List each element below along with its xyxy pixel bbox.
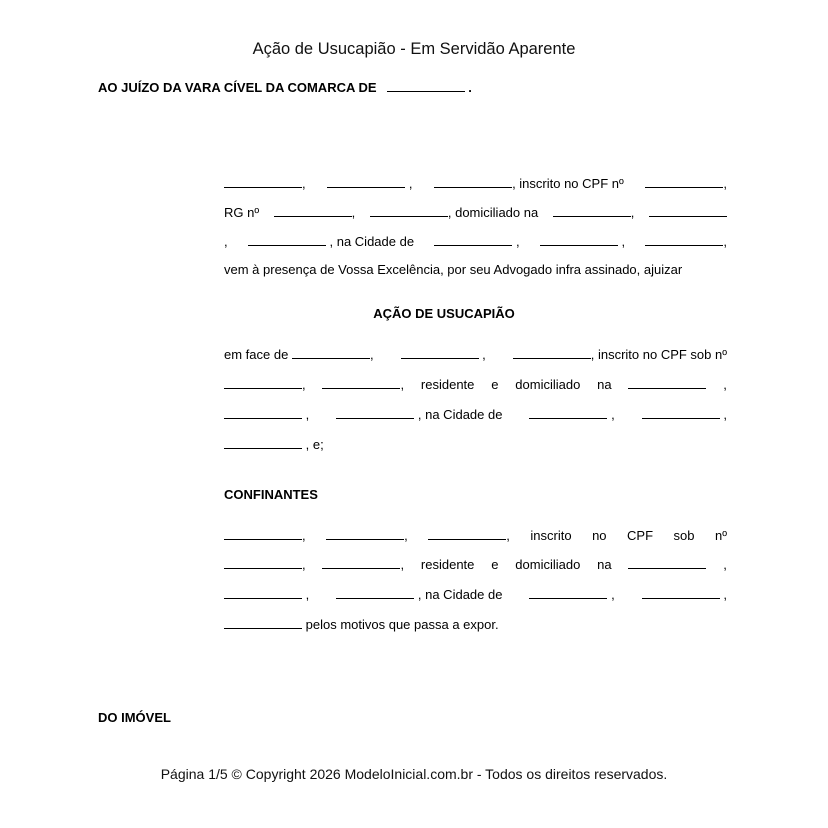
blank [292, 347, 370, 359]
text: nº [715, 528, 727, 543]
addressee-heading [98, 80, 472, 95]
text: inscrito [530, 528, 572, 543]
neighbors-line-2 [224, 557, 727, 573]
blank [628, 557, 706, 569]
text: na [597, 557, 612, 572]
text: , [723, 234, 727, 249]
blank [336, 587, 414, 599]
text: e [491, 377, 499, 392]
defendant-line-4 [224, 437, 727, 453]
action-heading: AÇÃO DE USUCAPIÃO [373, 306, 515, 321]
blank [553, 205, 631, 217]
text: , inscrito no CPF sob nº [590, 347, 727, 362]
blank [224, 528, 302, 540]
text: residente [420, 377, 475, 392]
text: , [302, 557, 306, 572]
text: , e; [305, 437, 324, 452]
neighbors-heading: CONFINANTES [224, 487, 318, 502]
blank [645, 234, 723, 246]
text: , [305, 587, 310, 602]
text: , [400, 377, 405, 392]
text: , na Cidade de [417, 407, 503, 422]
addressee-text: AO JUÍZO DA VARA CÍVEL DA COMARCA DE [98, 80, 377, 95]
blank [326, 528, 404, 540]
blank [540, 234, 618, 246]
addressee-end: . [468, 80, 472, 95]
text: em face de [224, 347, 289, 362]
document-title: Ação de Usucapião - Em Servidão Aparente [252, 40, 576, 58]
blank [224, 617, 302, 629]
defendant-line-3 [224, 407, 727, 423]
text: , [408, 176, 413, 191]
text: no [592, 528, 607, 543]
blank [434, 234, 512, 246]
text: vem à presença de Vossa Excelência, por seu Advogado infra assinado, ajuizar [224, 262, 683, 277]
text: , [302, 528, 306, 543]
blank [224, 407, 302, 419]
blank [428, 528, 506, 540]
text: na [597, 377, 612, 392]
text: CPF [627, 528, 654, 543]
blank [628, 377, 706, 389]
text: , [723, 557, 727, 572]
blank [224, 557, 302, 569]
text: , [369, 347, 374, 362]
text: , [723, 176, 727, 191]
blank [370, 205, 448, 217]
neighbors-line-4 [224, 617, 727, 633]
blank [224, 587, 302, 599]
text: , [400, 557, 405, 572]
text: , na Cidade de [417, 587, 503, 602]
text: , [506, 528, 510, 543]
blank [224, 437, 302, 449]
text: residente [420, 557, 475, 572]
neighbors-line-1 [224, 528, 727, 544]
text: , inscrito no CPF nº [512, 176, 624, 191]
blank [642, 407, 720, 419]
rg-label: RG nº [224, 205, 260, 220]
blank [401, 347, 479, 359]
text: , [404, 528, 408, 543]
text: sob [673, 528, 695, 543]
text: e [491, 557, 499, 572]
blank [248, 234, 326, 246]
blank [645, 176, 723, 188]
blank [642, 587, 720, 599]
defendant-line-2 [224, 377, 727, 393]
text: pelos motivos que passa a expor. [305, 617, 499, 632]
text: , [723, 407, 727, 422]
text: , [482, 347, 486, 362]
page-footer: Página 1/5 © Copyright 2026 ModeloInicial.com.br - Todos os direitos reservados. [160, 766, 668, 782]
text: domiciliado [515, 557, 581, 572]
text: , [302, 377, 306, 392]
text: , [611, 587, 615, 602]
blank [513, 347, 591, 359]
plaintiff-line-2 [224, 205, 727, 221]
blank [327, 176, 405, 188]
text: , [723, 587, 727, 602]
text: , [224, 234, 228, 249]
text: , [723, 377, 727, 392]
text: , [630, 205, 635, 220]
text: , domiciliado na [447, 205, 539, 220]
blank [434, 176, 512, 188]
blank [322, 377, 400, 389]
blank [224, 377, 302, 389]
text: , [611, 407, 615, 422]
blank [322, 557, 400, 569]
blank [649, 205, 727, 217]
plaintiff-line-1 [224, 176, 727, 192]
plaintiff-line-4 [224, 262, 727, 278]
comarca-blank [387, 80, 465, 92]
text: , [305, 407, 310, 422]
text: domiciliado [515, 377, 581, 392]
text: , [515, 234, 520, 249]
text: , na Cidade de [329, 234, 415, 249]
property-heading: DO IMÓVEL [98, 710, 171, 725]
blank [274, 205, 352, 217]
blank [224, 176, 302, 188]
blank [529, 587, 607, 599]
neighbors-line-3 [224, 587, 727, 603]
text: , [351, 205, 356, 220]
blank [529, 407, 607, 419]
plaintiff-line-3 [224, 234, 727, 250]
text: , [302, 176, 306, 191]
defendant-line-1 [224, 347, 727, 363]
blank [336, 407, 414, 419]
text: , [621, 234, 626, 249]
